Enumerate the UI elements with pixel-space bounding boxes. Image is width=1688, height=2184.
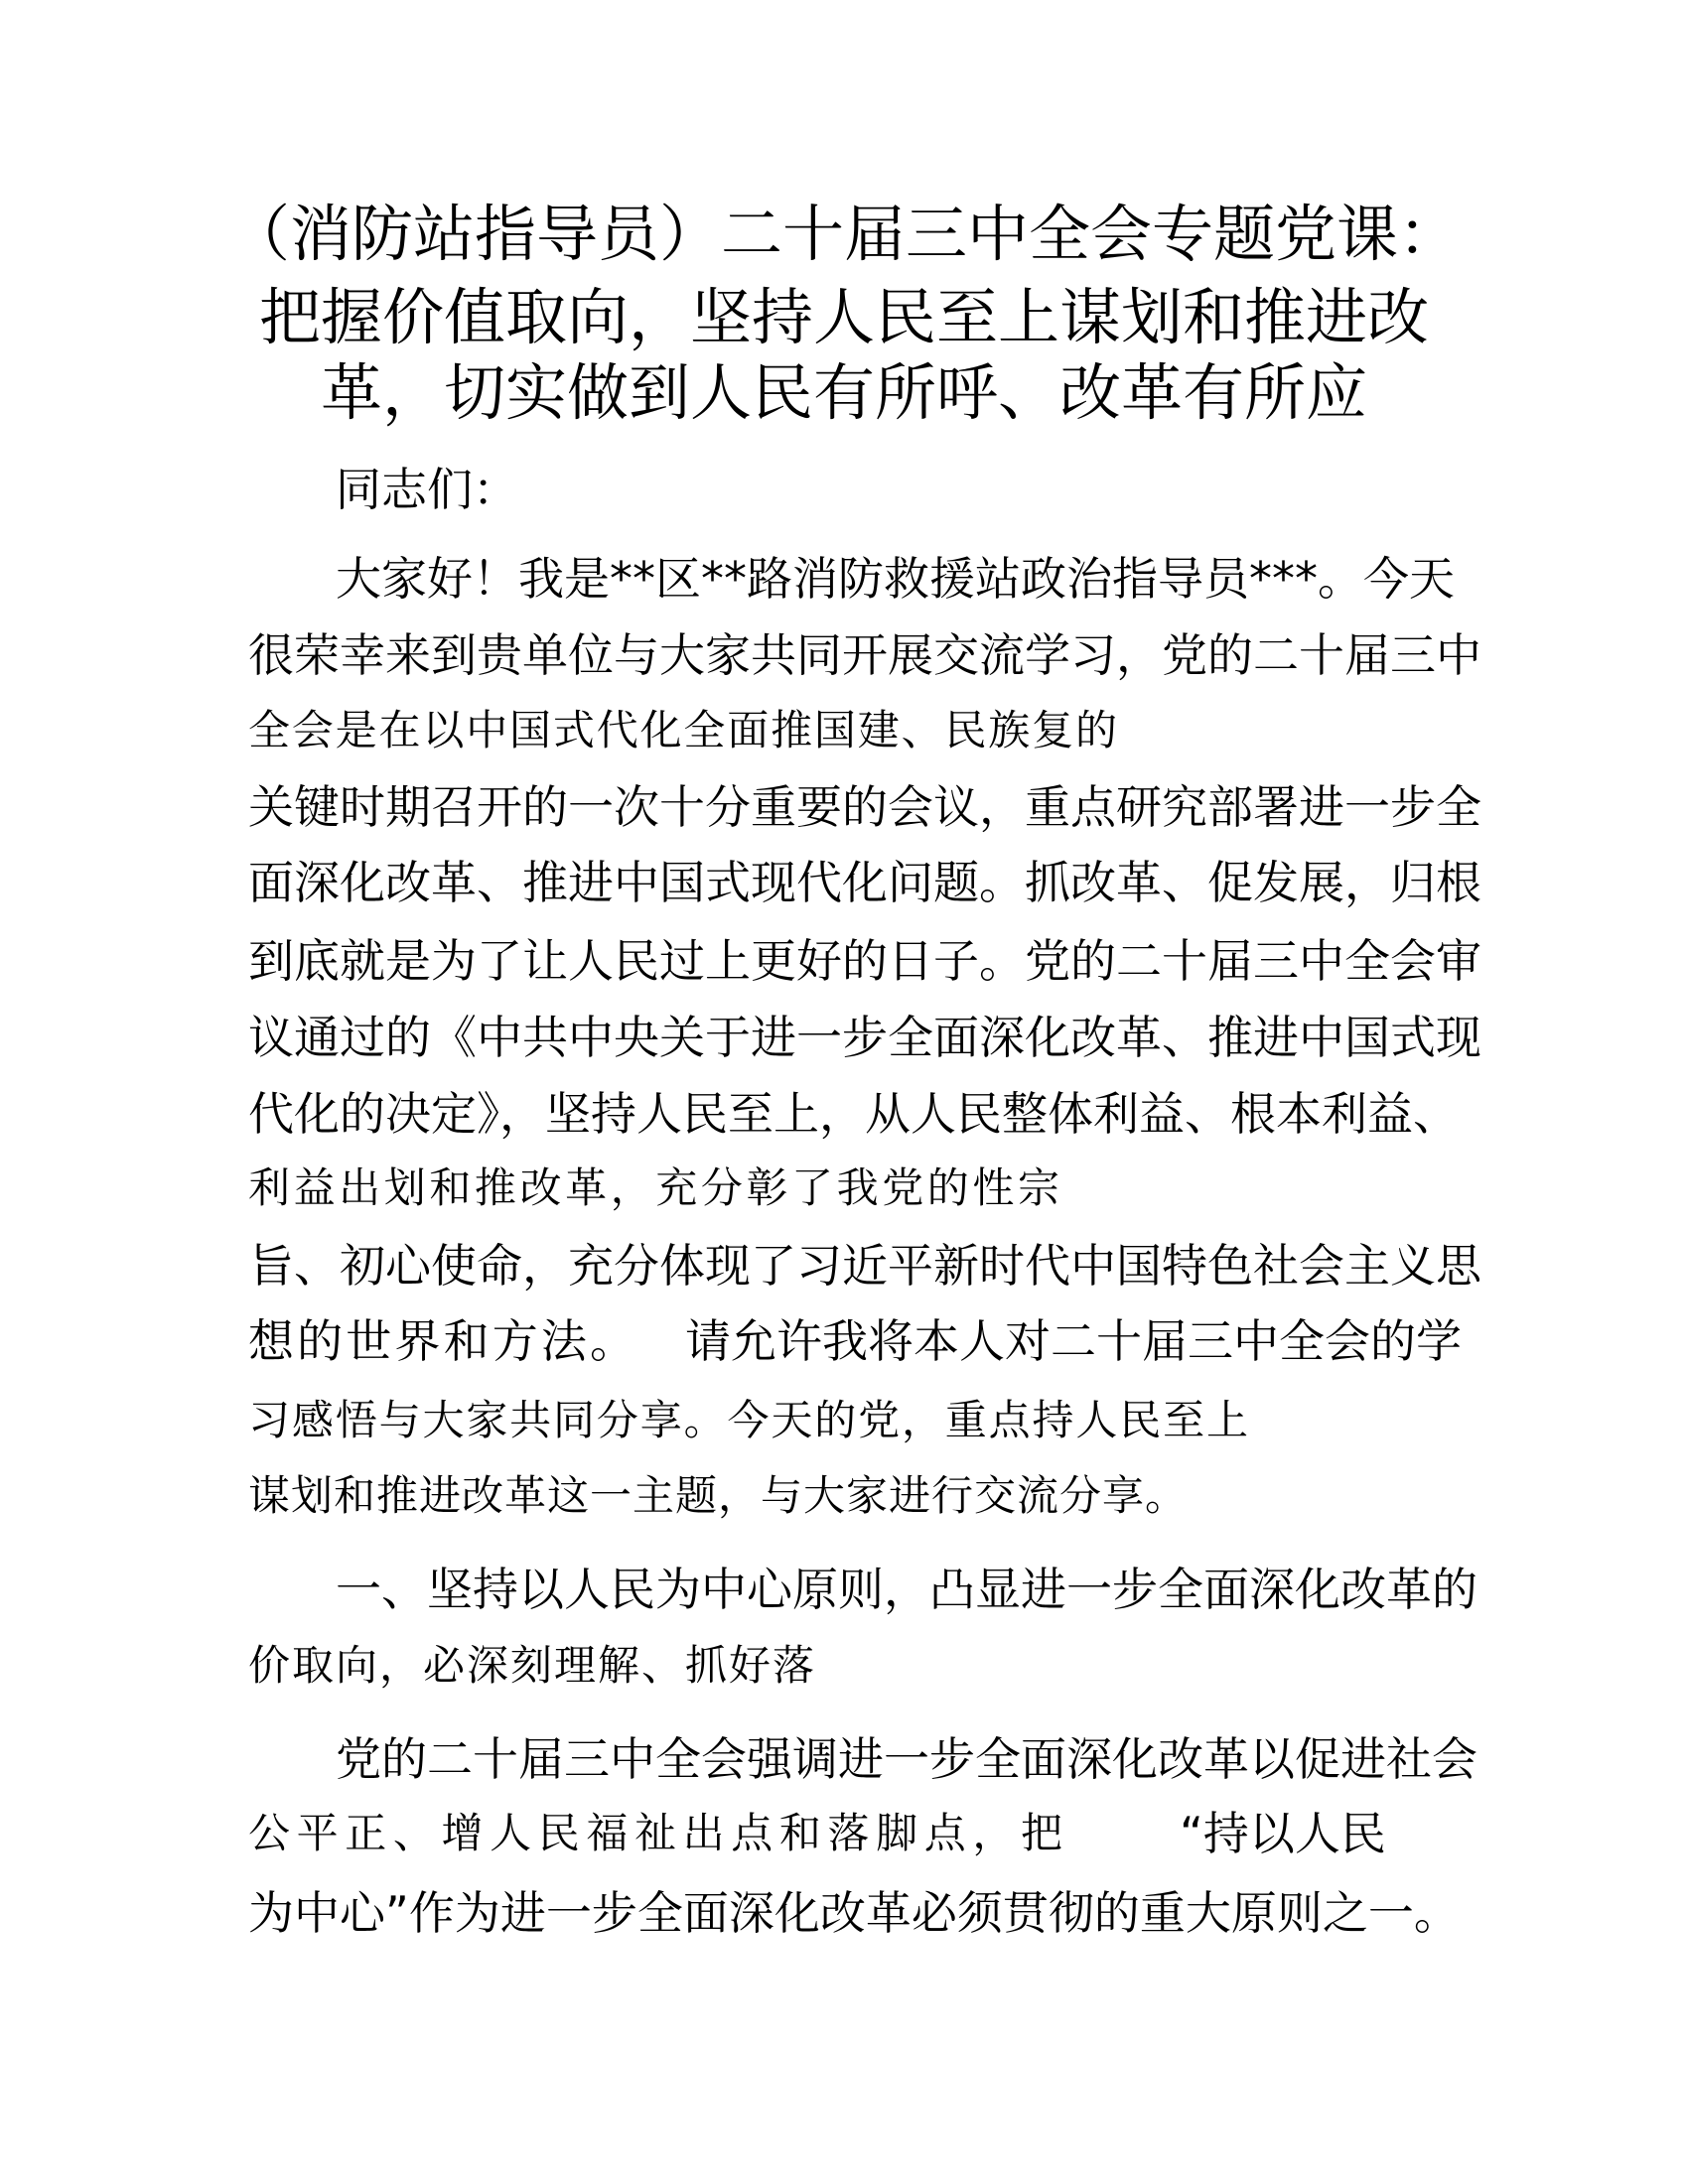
body-line: 大家好！我是**区**路消防救援站政治指导员***。今天 (336, 552, 1455, 606)
body-line: 利益出划和推改革，充分彰了我党的性宗 (248, 1163, 1059, 1212)
body-line: 谋划和推进改革这一主题，与大家进行交流分享。 (248, 1471, 1187, 1520)
body-line-segment: 想的世界和方法。 (248, 1314, 635, 1368)
body-line: 关键时期召开的一次十分重要的会议，重点研究部署进一步全 (248, 780, 1481, 834)
body-line: 旨、初心使命，充分体现了习近平新时代中国特色社会主义思 (248, 1239, 1481, 1293)
body-line: 为中心”作为进一步全面深化改革必须贯彻的重大原则之一。 (248, 1886, 1460, 1940)
body-line-segment: 公平正、增人民福祉出点和落脚点，把 (248, 1809, 1062, 1857)
title-line-1: （消防站指导员）二十届三中全会专题党课： (227, 198, 1460, 270)
body-line: 全会是在以中国式代化全面推国建、民族复的 (248, 706, 1117, 754)
title-line-3: 革，切实做到人民有所呼、改革有所应 (320, 356, 1367, 429)
body-line: 议通过的《中共中央关于进一步全面深化改革、推进中国式现 (248, 1011, 1481, 1064)
body-line: 党的二十届三中全会强调进一步全面深化改革以促进社会 (336, 1732, 1477, 1786)
body-line: 到底就是为了让人民过上更好的日子。党的二十届三中全会审 (248, 934, 1481, 988)
salutation: 同志们： (336, 463, 518, 516)
body-line-segment: 请允许我将本人对二十届三中全会的学 (685, 1314, 1462, 1368)
body-line-segment: “持以人民 (1180, 1807, 1386, 1860)
section-heading-1: 一、坚持以人民为中心原则，凸显进一步全面深化改革的 (336, 1563, 1477, 1616)
body-line: 很荣幸来到贵单位与大家共同开展交流学习，党的二十届三中 (248, 628, 1481, 682)
body-line: 面深化改革、推进中国式现代化问题。抓改革、促发展，归根 (248, 856, 1481, 909)
body-line: 代化的决定》，坚持人民至上，从人民整体利益、根本利益、 (248, 1087, 1459, 1141)
body-line: 习感悟与大家共同分享。今天的党，重点持人民至上 (248, 1396, 1248, 1444)
title-line-2: 把握价值取向，坚持人民至上谋划和推进改 (258, 281, 1429, 353)
section-heading-1-cont: 价取向，必深刻理解、抓好落 (248, 1641, 814, 1690)
